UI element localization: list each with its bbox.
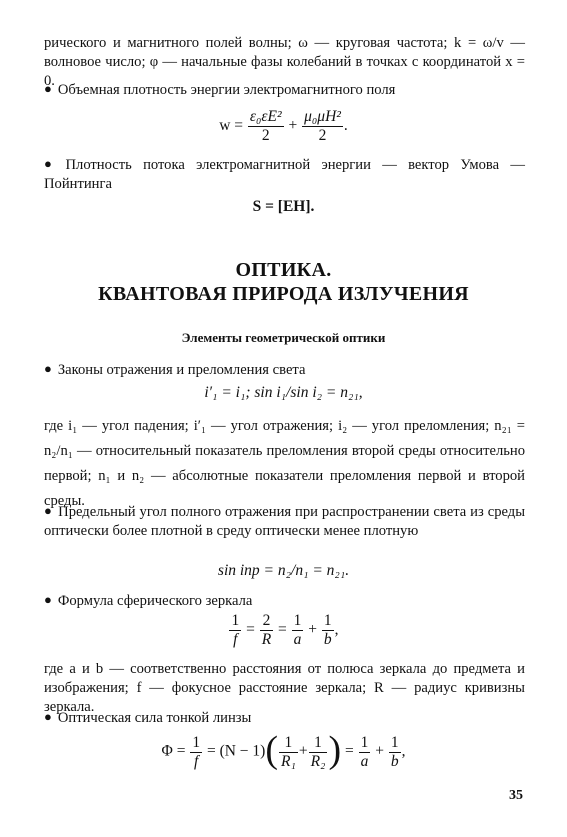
bullet-poynting-vector: ● Плотность потока электромагнитной энергии — вектор Умова — Пойнтинга bbox=[44, 155, 525, 194]
page-number: 35 bbox=[509, 788, 523, 803]
bullet-energy-density: ● Объемная плотность энергии электромагнитного поля bbox=[44, 80, 525, 100]
paragraph-mirror-definitions: где a и b — соответственно расстояния от полюса зеркала до предмета и изображения; f — фокусное расстояние зеркала; R — радиус кривизны зеркала. bbox=[44, 661, 525, 715]
bullet-total-reflection: ● Предельный угол полного отражения при распространении света из среды оптически более плотной в среду оптически менее плотную bbox=[44, 502, 525, 541]
formula-reflection-refraction: i′₁ = i₁; sin i₁/sin i₂ = n₂₁, bbox=[204, 384, 363, 401]
paragraph-wave-description: рического и магнитного полей волны; ω — круговая частота; k = ω/v — волновое число; φ — начальные фазы колебаний в точках с координатой x = 0. bbox=[44, 35, 525, 89]
bullet-lens-power: ● Оптическая сила тонкой линзы bbox=[44, 708, 525, 728]
formula-energy-density: w = $\frac{\text{ε₀εE²}}{2}$ + $\frac{\text{μ₀μH²}}{2}$ . bbox=[219, 108, 348, 144]
formula-spherical-mirror: $\frac{1}{f}$ = $\frac{2}{R}$ = $\frac{1}{a}$ + $\frac{1}{b}$ , bbox=[231, 612, 339, 648]
bullet-reflection-refraction-laws: ● Законы отражения и преломления света bbox=[44, 360, 525, 380]
formula-lens-power: Φ = $\frac{1}{f}$ = (N − 1)( $\frac{1}{\text{R₁}}$ + $\frac{1}{\text{R₂}}$ ) = $\frac{1}{a}$ + $\frac{1}{b}$ , bbox=[161, 729, 406, 771]
subsection-heading: Элементы геометрической оптики bbox=[181, 330, 386, 345]
formula-poynting: S = [EH]. bbox=[252, 198, 315, 215]
section-heading-optics: ОПТИКА. КВАНТОВАЯ ПРИРОДА ИЗЛУЧЕНИЯ bbox=[98, 259, 469, 305]
formula-total-reflection: sin iпр = n₂/n₁ = n₂₁. bbox=[217, 562, 350, 579]
bullet-spherical-mirror: ● Формула сферического зеркала bbox=[44, 591, 525, 611]
paragraph-angle-definitions: где i₁ — угол падения; i′₁ — угол отражения; i₂ — угол преломления; n₂₁ = n₂/n₁ — относительный показатель преломления второй среды относительно первой; n₁ и n₂ — абсолютные показатели преломления первой и второй среды. bbox=[44, 418, 525, 509]
